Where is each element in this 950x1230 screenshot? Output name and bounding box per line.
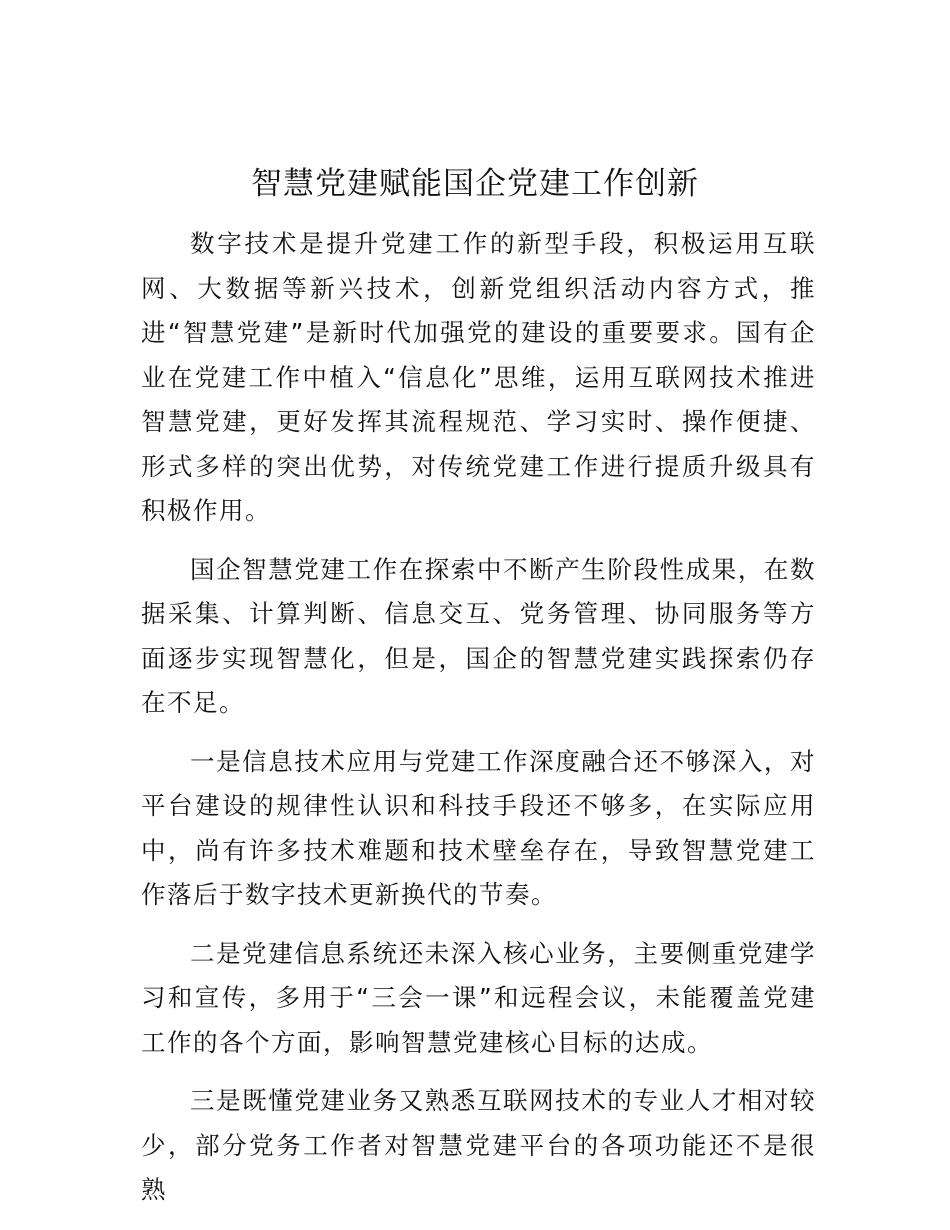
document-body xyxy=(141,222,816,1227)
paragraph: 三是既懂党建业务又熟悉互联网技术的专业人才相对较少，部分党务工作者对智慧党建平台的各项功能还不是很熟 xyxy=(141,1086,816,1204)
document-title: 智慧党建赋能国企党建工作创新 xyxy=(251,166,699,202)
paragraph: 国企智慧党建工作在探索中不断产生阶段性成果，在数据采集、计算判断、信息交互、党务管理、协同服务等方面逐步实现智慧化，但是，国企的智慧党建实践探索仍存在不足。 xyxy=(141,554,816,717)
paragraph: 数字技术是提升党建工作的新型手段，积极运用互联网、大数据等新兴技术，创新党组织活动内容方式，推进“智慧党建”是新时代加强党的建设的重要要求。国有企业在党建工作中植入“信息化”思维，运用互联网技术推进智慧党建，更好发挥其流程规范、学习实时、操作便捷、形式多样的突出优势，对传统党建工作进行提质升级具有积极作用。 xyxy=(141,229,816,525)
paragraph: 一是信息技术应用与党建工作深度融合还不够深入，对平台建设的规律性认识和科技手段还不够多，在实际应用中，尚有许多技术难题和技术壁垒存在，导致智慧党建工作落后于数字技术更新换代的节奏。 xyxy=(141,746,816,909)
paragraph: 二是党建信息系统还未深入核心业务，主要侧重党建学习和宣传，多用于“三会一课”和远程会议，未能覆盖党建工作的各个方面，影响智慧党建核心目标的达成。 xyxy=(141,938,816,1057)
